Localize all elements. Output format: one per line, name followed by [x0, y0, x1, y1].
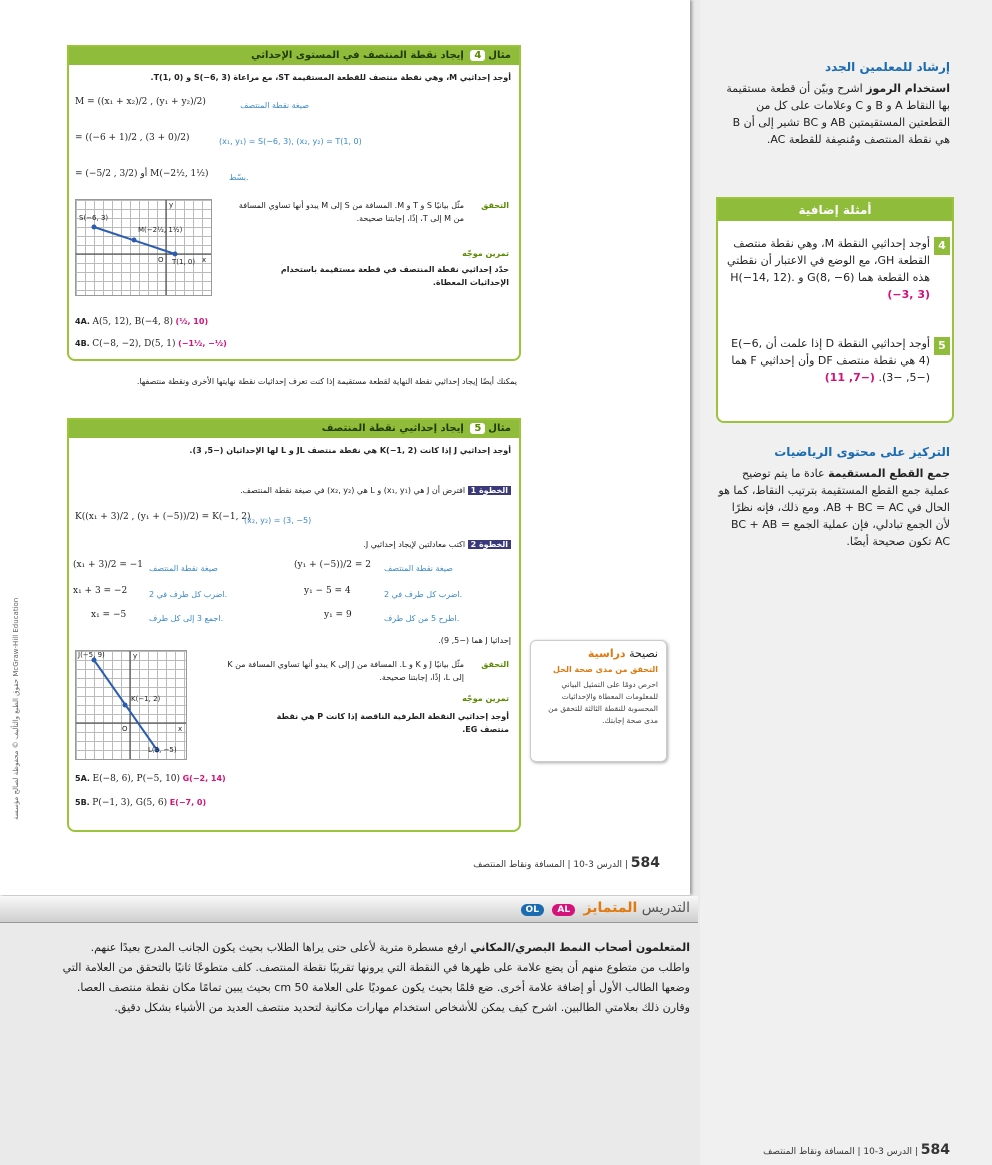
graph-label-o-5: O [122, 725, 128, 733]
point-t [173, 252, 178, 257]
student-page-number: 584 [630, 855, 660, 871]
graph-label-x: x [202, 256, 207, 264]
student-footer-title: المسافة ونقاط المنتصف [473, 860, 565, 870]
graph-label-m: M(−2½, 1½) [138, 226, 183, 234]
example-4-check-label: التحقق [481, 201, 509, 210]
step1-note: (x₂, y₂) = (3, −5) [244, 516, 312, 525]
example-4-graph [75, 199, 212, 296]
teacher-lesson: الدرس 3-10 [863, 1147, 912, 1157]
graph-label-y: y [169, 201, 174, 209]
extra-example-4-text: أوجد إحداثيي النقطة M، وهي نقطة منتصف القطعة GH، مع الوضع في الاعتبار أن نقطتي هذه القطعة هما G(8, −6) و H(−14, 12). [727, 237, 930, 284]
example-4-line3-note: بسّط. [229, 173, 249, 182]
ex4b-answer: (−1½, −½) [178, 339, 227, 348]
diff-title-a: التدريس [641, 900, 690, 916]
ex5b-question: P(−1, 3), G(5, 6) [92, 798, 168, 808]
y-eq3-note: اطرح 5 من كل طرف. [384, 614, 460, 623]
study-tip-title-b: دراسية [587, 647, 626, 660]
study-tip-body: احرص دومًا على التمثيل البياني للمعلومات المعطاة والإحداثيات المحسوبة للنقطة الثالثة للتحقق من مدى صحة إجابتك. [548, 680, 658, 725]
diff-title-b: المتمايز [583, 900, 638, 916]
example-5-prompt: أوجد إحداثيي J إذا كانت K(−1, 2) هي نقطة منتصف JL و L لها الإحداثيان (−5, 3). [189, 446, 511, 455]
graph-label-y-5: y [133, 652, 138, 660]
study-tip-subtitle: التحقق من مدى صحة الحل [553, 665, 658, 674]
y-eq1: (y₁ + (−5))/2 = 2 [294, 560, 372, 570]
ex5a-answer: G(−2, 14) [182, 774, 226, 783]
x-eq2: x₁ + 3 = −2 [73, 586, 128, 596]
example-4-line1-note: صيغة نقطة المنتصف [240, 101, 309, 110]
x-eq1-note: صيغة نقطة المنتصف [149, 564, 218, 573]
point-s [92, 225, 97, 230]
ex4b-label: 4B. [75, 339, 90, 348]
guide-body: اشرح وبيّن أن قطعة مستقيمة بها النقاط A و B و C وعلامات على كل من القطعتين المستقيمتين AB و BC تشير إلى أن B هي نقطة المنتصف ومُنصِفة للقطعة AC. [726, 82, 950, 146]
teacher-page-number: 584 [920, 1142, 950, 1158]
example-4-badge: مثال [488, 50, 511, 61]
example-5-box [67, 418, 521, 832]
x-eq2-note: اضرب كل طرف في 2. [149, 590, 228, 599]
point-k [123, 703, 128, 708]
example-5-title: إيجاد إحداثيي نقطة المنتصف [321, 423, 464, 434]
graph-label-x-5: x [178, 725, 183, 733]
graph-label-o: O [158, 256, 164, 264]
example-4-check-text: مثّل بيانيًا S و T و M. المسافة من S إلى M يبدو أنها تساوي المسافة من M إلى T، إذًا، إجابتنا صحيحة. [238, 201, 464, 223]
y-eq2-note: اضرب كل طرف في 2. [384, 590, 463, 599]
extra-example-4-answer: (−3, 3) [887, 288, 930, 301]
differentiated-bar [0, 896, 698, 923]
guide-lead: استخدام الرموز [866, 82, 950, 95]
x-eq3-note: اجمع 3 إلى كل طرف. [149, 614, 224, 623]
student-lesson: الدرس 3-10 [573, 860, 622, 870]
example-5-badge: مثال [488, 423, 511, 434]
point-m [132, 238, 137, 243]
example-4-title: إيجاد نقطة المنتصف في المستوى الإحداثي [251, 50, 464, 61]
example-5-check-label: التحقق [481, 660, 509, 669]
diff-body: ارفع مسطرة مترية لأعلى حتى يراها الطلاب بحيث يكون الجانب المدرج بعيدًا عنهم. واطلب من متطوع منهم أن يضع علامة على ظهرها في النقطة التي يرونها تقريبًا نقطة المنتصف. كلف متطوعًا ثانيًا بالتحقق من العلامة التي وضعها الطالب الأول أو إضافة علامة أخرى. ضع قلمًا بحيث يكون عموديًا على العلامة 50 cm بحيث يبين تمامًا مكان نقطة منتصف العصا. وقارن ذلك بعلامتي الطالبين. اشرح كيف يمكن للأشخاص استخدام مهارات مكانية لتحديد منتصف العديد من الأشياء بشكل دقيق. [62, 941, 690, 1014]
ex4a-question: A(5, 12), B(−4, 8) [92, 317, 173, 327]
y-eq1-note: صيغة نقطة المنتصف [384, 564, 453, 573]
x-eq3: x₁ = −5 [91, 610, 127, 620]
ex4a-answer: (½, 10) [175, 317, 209, 326]
between-text: يمكنك أيضًا إيجاد إحداثيي نقطة النهاية لقطعة مستقيمة إذا كنت تعرف إحداثيات نقطة نهايتها الأخرى ونقطة منتصفها. [136, 377, 517, 386]
ex5b-answer: E(−7, 0) [169, 798, 207, 807]
diff-lead: المتعلمون أصحاب النمط البصري/المكاني [470, 941, 690, 954]
ex5a-label: 5A. [75, 774, 90, 783]
example-5-graph [75, 650, 187, 760]
example-4-prompt: أوجد إحداثيي M، وهي نقطة منتصف للقطعة المستقيمة ST، مع مراعاة S(−6, 3) و T(1, 0). [150, 73, 511, 82]
step1-label: الخطوة 1 [468, 486, 511, 495]
extra-example-5-answer: (−7, 11) [824, 371, 875, 384]
example-4-practice-text: حدّد إحداثيي نقطة المنتصف في قطعة مستقيمة باستخدام الإحداثيات المعطاة. [280, 265, 509, 287]
example-4-box [67, 45, 521, 361]
example-5-result: إحداثيا J هما (−5, 9). [438, 636, 511, 645]
student-footer: 584 | الدرس 3-10 | المسافة ونقاط المنتصف [473, 855, 660, 871]
example-4-header [69, 47, 519, 65]
focus-body: عادة ما يتم توضيح عملية جمع القطع المستقيمة بترتيب النقاط، كما هو الحال في AB + BC = AC. ومع ذلك، فإنه نظرًا لأن الجمع تبادلي، فإن عملية الجمع BC + AB = AC تكون صحيحة أيضًا. [718, 467, 950, 548]
step2-text: اكتب معادلتين لإيجاد إحداثيي J. [363, 540, 466, 549]
badge-al: AL [552, 904, 575, 916]
extra-example-4-number: 4 [934, 237, 950, 255]
example-4-line3: = (−5/2 , 3/2) أو M(−2½, 1½) [75, 169, 209, 179]
extra-example-5-number: 5 [934, 337, 950, 355]
extra-example-5-text: أوجد إحداثيي النقطة D إذا علمت أن E(−6, 4) هي نقطة منتصف DF وأن إحداثيي F هما (−5, −3). [731, 337, 930, 384]
ex4a-label: 4A. [75, 317, 90, 326]
graph-label-t: T(1, 0) [172, 258, 196, 266]
example-5-check-text: مثّل بيانيًا J و K و L. المسافة من J إلى K يبدو أنها تساوي المسافة من K إلى L، إذًا، إجابتنا صحيحة. [227, 660, 464, 682]
additional-examples-box [716, 197, 954, 423]
step1-formula: K((x₁ + 3)/2 , (y₁ + (−5))/2) = K(−1, 2) [75, 512, 251, 522]
example-5-header [69, 420, 519, 438]
additional-examples-title: أمثلة إضافية [718, 199, 952, 221]
focus-title: التركيز على محتوى الرياضيات [774, 445, 950, 459]
y-eq3: y₁ = 9 [324, 610, 352, 620]
example-5-practice-label: تمرين موجّه [462, 694, 509, 703]
study-tip [530, 640, 667, 762]
teacher-margin [700, 0, 992, 1165]
graph-label-s: S(−6, 3) [79, 214, 109, 222]
example-4-practice-label: تمرين موجّه [462, 249, 509, 258]
study-tip-title-a: نصيحة [629, 647, 658, 660]
example-4-number: 4 [470, 50, 485, 61]
y-eq2: y₁ − 5 = 4 [304, 586, 351, 596]
example-5-number: 5 [470, 423, 485, 434]
example-5-practice-text: أوجد إحداثيي النقطة الطرفية الناقصة إذا كانت P هي نقطة منتصف EG. [276, 712, 509, 734]
graph-label-k: K(−1, 2) [131, 695, 161, 703]
teacher-footer: 584 | الدرس 3-10 | المسافة ونقاط المنتصف [763, 1142, 950, 1158]
publisher-text: حقوق الطبع والتأليف © محفوظة لصالح مؤسسة McGraw-Hill Education [12, 597, 20, 820]
step2-label: الخطوة 2 [468, 540, 511, 549]
graph-label-j: J(−5, 9) [78, 651, 105, 659]
graph-label-l: L(3, −5) [148, 746, 177, 754]
example-4-line2-note: (x₁, y₁) = S(−6, 3), (x₂, y₂) = T(1, 0) [219, 137, 362, 146]
example-4-line2: = ((−6 + 1)/2 , (3 + 0)/2) [75, 133, 190, 143]
x-eq1: (x₁ + 3)/2 = −1 [73, 560, 143, 570]
ex5b-label: 5B. [75, 798, 90, 807]
step1-text: افترض أن J هي (x₁, y₁) و L هي (x₂, y₂) في صيغة نقطة المنتصف. [240, 486, 466, 495]
focus-lead: جمع القطع المستقيمة [828, 467, 950, 480]
badge-ol: OL [521, 904, 544, 916]
guide-title: إرشاد للمعلمين الجدد [824, 60, 950, 74]
ex5a-question: E(−8, 6), P(−5, 10) [92, 774, 181, 784]
example-4-line1: M = ((x₁ + x₂)/2 , (y₁ + y₂)/2) [75, 97, 206, 107]
ex4b-question: C(−8, −2), D(5, 1) [92, 339, 176, 349]
teacher-footer-title: المسافة ونقاط المنتصف [763, 1147, 855, 1157]
